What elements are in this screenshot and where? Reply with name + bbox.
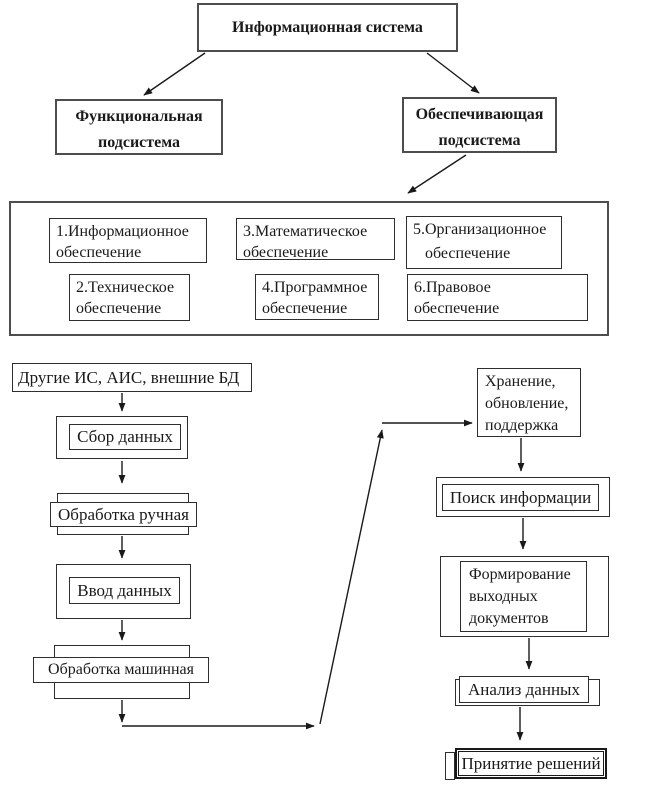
support-item-6-line-1: 6.Правовое [414, 279, 491, 296]
flow-source-label: Другие ИС, АИС, внешние БД [18, 367, 240, 387]
flow-search-node [436, 477, 610, 517]
flow-input-label: Ввод данных [77, 580, 172, 600]
support-item-6-line-2: обеспечение [414, 300, 500, 317]
support-item-1 [49, 218, 207, 263]
support-item-5-line-2: обеспечение [425, 245, 511, 262]
flow-storage-line-3: поддержка [485, 417, 559, 434]
flow-analysis-label: Анализ данных [468, 679, 580, 699]
flow-storage-node [477, 368, 581, 437]
flow-storage-line-1: Хранение, [485, 373, 556, 390]
support-item-3 [236, 218, 395, 260]
flow-decision-label: Принятие решений [461, 753, 601, 773]
flow-decision-inner-frame [458, 751, 604, 776]
support-item-5-line-1: 5.Организационное [413, 221, 547, 238]
flow-manual-node [50, 502, 197, 527]
flow-storage-line-2: обновление, [485, 395, 569, 412]
flow-manual-label: Обработка ручная [58, 504, 189, 524]
flow-output-line-1: Формирование [469, 566, 571, 583]
support-item-1-line-1: 1.Информационное [56, 223, 189, 240]
flow-collect-label: Сбор данных [77, 427, 173, 446]
flow-output-node [440, 556, 609, 637]
arrow-providing-to-support [408, 155, 466, 193]
functional-line-2: подсистема [97, 134, 181, 151]
support-item-2-line-1: 2.Техническое [76, 279, 175, 296]
flow-analysis-node [459, 676, 589, 703]
flow-output-inner-frame [460, 561, 587, 632]
flow-search-inner-frame [442, 484, 599, 511]
flow-decision-side-bar [445, 752, 455, 780]
providing-line-2: подсистема [438, 132, 521, 149]
support-item-2-line-2: обеспечение [76, 300, 162, 317]
support-item-4-line-2: обеспечение [262, 300, 348, 317]
support-item-1-line-2: обеспечение [56, 244, 142, 261]
providing-line-1: Обеспечивающая [415, 106, 544, 123]
arrow-diagonal-up [320, 430, 382, 724]
arrow-root-to-providing [427, 53, 479, 93]
flow-decision-node [455, 748, 607, 779]
arrow-root-to-functional [144, 53, 205, 95]
support-item-2 [69, 274, 190, 321]
support-item-3-line-2: обеспечение [243, 244, 329, 261]
support-item-4-line-1: 4.Программное [262, 279, 368, 296]
flow-machine-node [33, 657, 209, 683]
flow-collect-node [56, 416, 188, 459]
flow-collect-inner-frame [69, 424, 181, 450]
flow-source-node [12, 363, 252, 392]
flow-output-line-2: выходных [469, 588, 538, 605]
flow-search-label: Поиск информации [449, 487, 592, 507]
node-information-system [197, 3, 458, 52]
support-item-5 [406, 216, 562, 269]
node-information-system-label: Информационная система [232, 18, 423, 36]
flow-machine-label: Обработка машинная [48, 661, 194, 678]
support-item-6 [407, 274, 588, 321]
flow-input-node [56, 564, 191, 619]
node-functional-subsystem [55, 99, 223, 155]
functional-line-1: Функциональная [75, 108, 203, 125]
flow-input-inner-frame [69, 577, 180, 604]
flow-output-line-3: документов [469, 610, 549, 627]
support-item-3-line-1: 3.Математическое [243, 223, 368, 240]
support-item-4 [255, 274, 379, 320]
node-providing-subsystem [402, 97, 557, 153]
